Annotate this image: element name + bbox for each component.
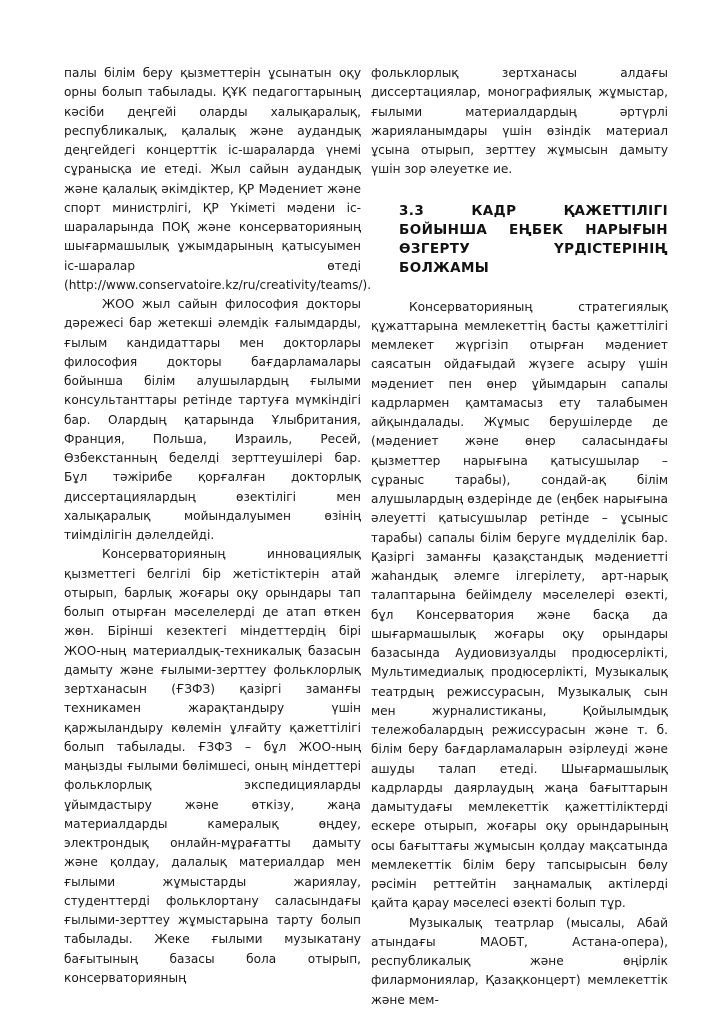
paragraph: Консерваторияның стратегиялық құжаттарына мемлекеттің басты қажеттілігі мемлекет жүргізіп отырған мәдениет саясатын ойдағыдай жүзеге асыру үшін мәдениет пен өнер ұйымдарын сапалы кадрлармен қамтамасыз ету талабымен айқындалады. Жұмыс берушілерде де (мәдениет және өнер саласындағы қызметтер нарығына қатысушылар – сұраныс тарабы), сондай-ақ білім алушылардың өздерінде де (еңбек нарығына әлеуетті қатысушылар ретінде – ұсыныс тарабы) сапалы білім беруге мүдделілік бар. Қазіргі заманғы қазақстандық мәдениетті жаһандық әлемге ілгерілету, арт-нарық талаптарына бейімделу мәселелері өзекті, бұл Консерватория және басқа да шығармашылық жоғары оқу орындары базасында Аудиовизуалды продюсерлікті, Мультимедиалық продюсерлікті, Музыкалық театрдың режиссурасын, Музыкалық сын мен журналистиканы, Қойылымдық тележобалардың режиссурасын және т. б. білім беру бағдарламаларын әзірлеуді және ашуды талап етеді. Шығармашылық кадрларды даярлаудың жаңа бағыттарын дамытудағы мемлекеттік қажеттіліктерді ескере отырып, жоғары оқу орындарының осы бағыттағы жұмысын қолдау мақсатында мемлекеттік білім беру тапсырысын бөлу рәсімін реттейтін заңнамалық актілерді қайта қарау мәселесі өзекті болып тұр. — [371, 299, 668, 911]
left-column — [64, 64, 372, 988]
right-column — [371, 64, 668, 1010]
paragraph: ЖОО жыл сайын философия докторы дәрежесі бар жетекші әлемдік ғалымдарды, ғылым кандидаттары мен докторлары философия докторы бағдарламалары бойынша білім алушылардың ғылыми консультанттары ретінде тартуға мүмкіндігі бар. Олардың қатарында Ұлыбритания, Франция, Польша, Израиль, Ресей, Өзбекстанның беделді зерттеушілері бар. Бұл тәжірибе қорғалған докторлық диссертациялардың өзектілігі мен халықаралық мойындалуымен өзінің тиімділігін дәлелдейді. — [64, 297, 361, 542]
section-heading: 3.3 КАДР ҚАЖЕТТІЛІГІ БОЙЫНША ЕҢБЕК НАРЫҒЫН ӨЗГЕРТУ ҮРДІСТЕРІНІҢ БОЛЖАМЫ — [399, 202, 668, 276]
paragraph: Музыкалық театрлар (мысалы, Абай атындағы МАОБТ, Астана-опера), республикалық және өңірлік филармониялар, Қазақконцерт) мемлекеттік және мем- — [371, 915, 668, 1007]
paragraph: Консерваторияның инновациялық қызметтегі белгілі бір жетістіктерін атай отырып, барлық жоғары оқу орындары тап болып отырған мәселелерді де атап өткен жөн. Бірінші кезектегі міндеттердің бірі ЖОО-ның материалдық-техникалық базасын дамыту және ғылыми-зерттеу фольклорлық зертханасын (ҒЗФЗ) қазіргі заманғы техникамен жарақтандыру үшін қаржыландыру көлемін ұлғайту қажеттілігі болып табылады. ҒЗФЗ – бұл ЖОО-ның маңызды ғылыми бөлімшесі, оның міндеттері фольклорлық экспедицияларды ұйымдастыру және өткізу, жаңа материалдарды камералық өңдеу, электрондық онлайн-мұрағатты дамыту және қолдау, далалық материалдар мен ғылыми жұмыстарды жариялау, студенттерді фольклортану саласындағы ғылыми-зерттеу жұмыстарына тарту болып табылады. Жеке ғылыми музыкатану бағытының базасы бола отырып, консерваторияның — [64, 547, 361, 985]
paragraph: фольклорлық зертханасы алдағы диссертациялар, монографиялық жұмыстар, ғылыми материалдардың әртүрлі жарияланымдары үшін өзіндік материал ұсына отырып, зерттеу жұмысын дамыту үшін зор әлеуетке ие. — [371, 66, 668, 177]
paragraph: палы білім беру қызметтерін ұсынатын оқу орны болып табылады. ҚҰК педагогтарының кәсіби деңгейі оларды халықаралық, республикалық, қалалық және аудандық деңгейдегі концерттік іс-шараларда үнемі сұранысқа ие етеді. Жыл сайын аудандық және қалалық әкімдіктер, ҚР Мәдениет және спорт министрлігі, ҚР Үкіметі мәдени іс-шараларында ПОҚ және консерваторияның шығармашылық ұжымдарының қатысуымен іс-шаралар өтеді (http://www.conservatoire.kz/ru/creativity/teams/). — [64, 66, 372, 292]
